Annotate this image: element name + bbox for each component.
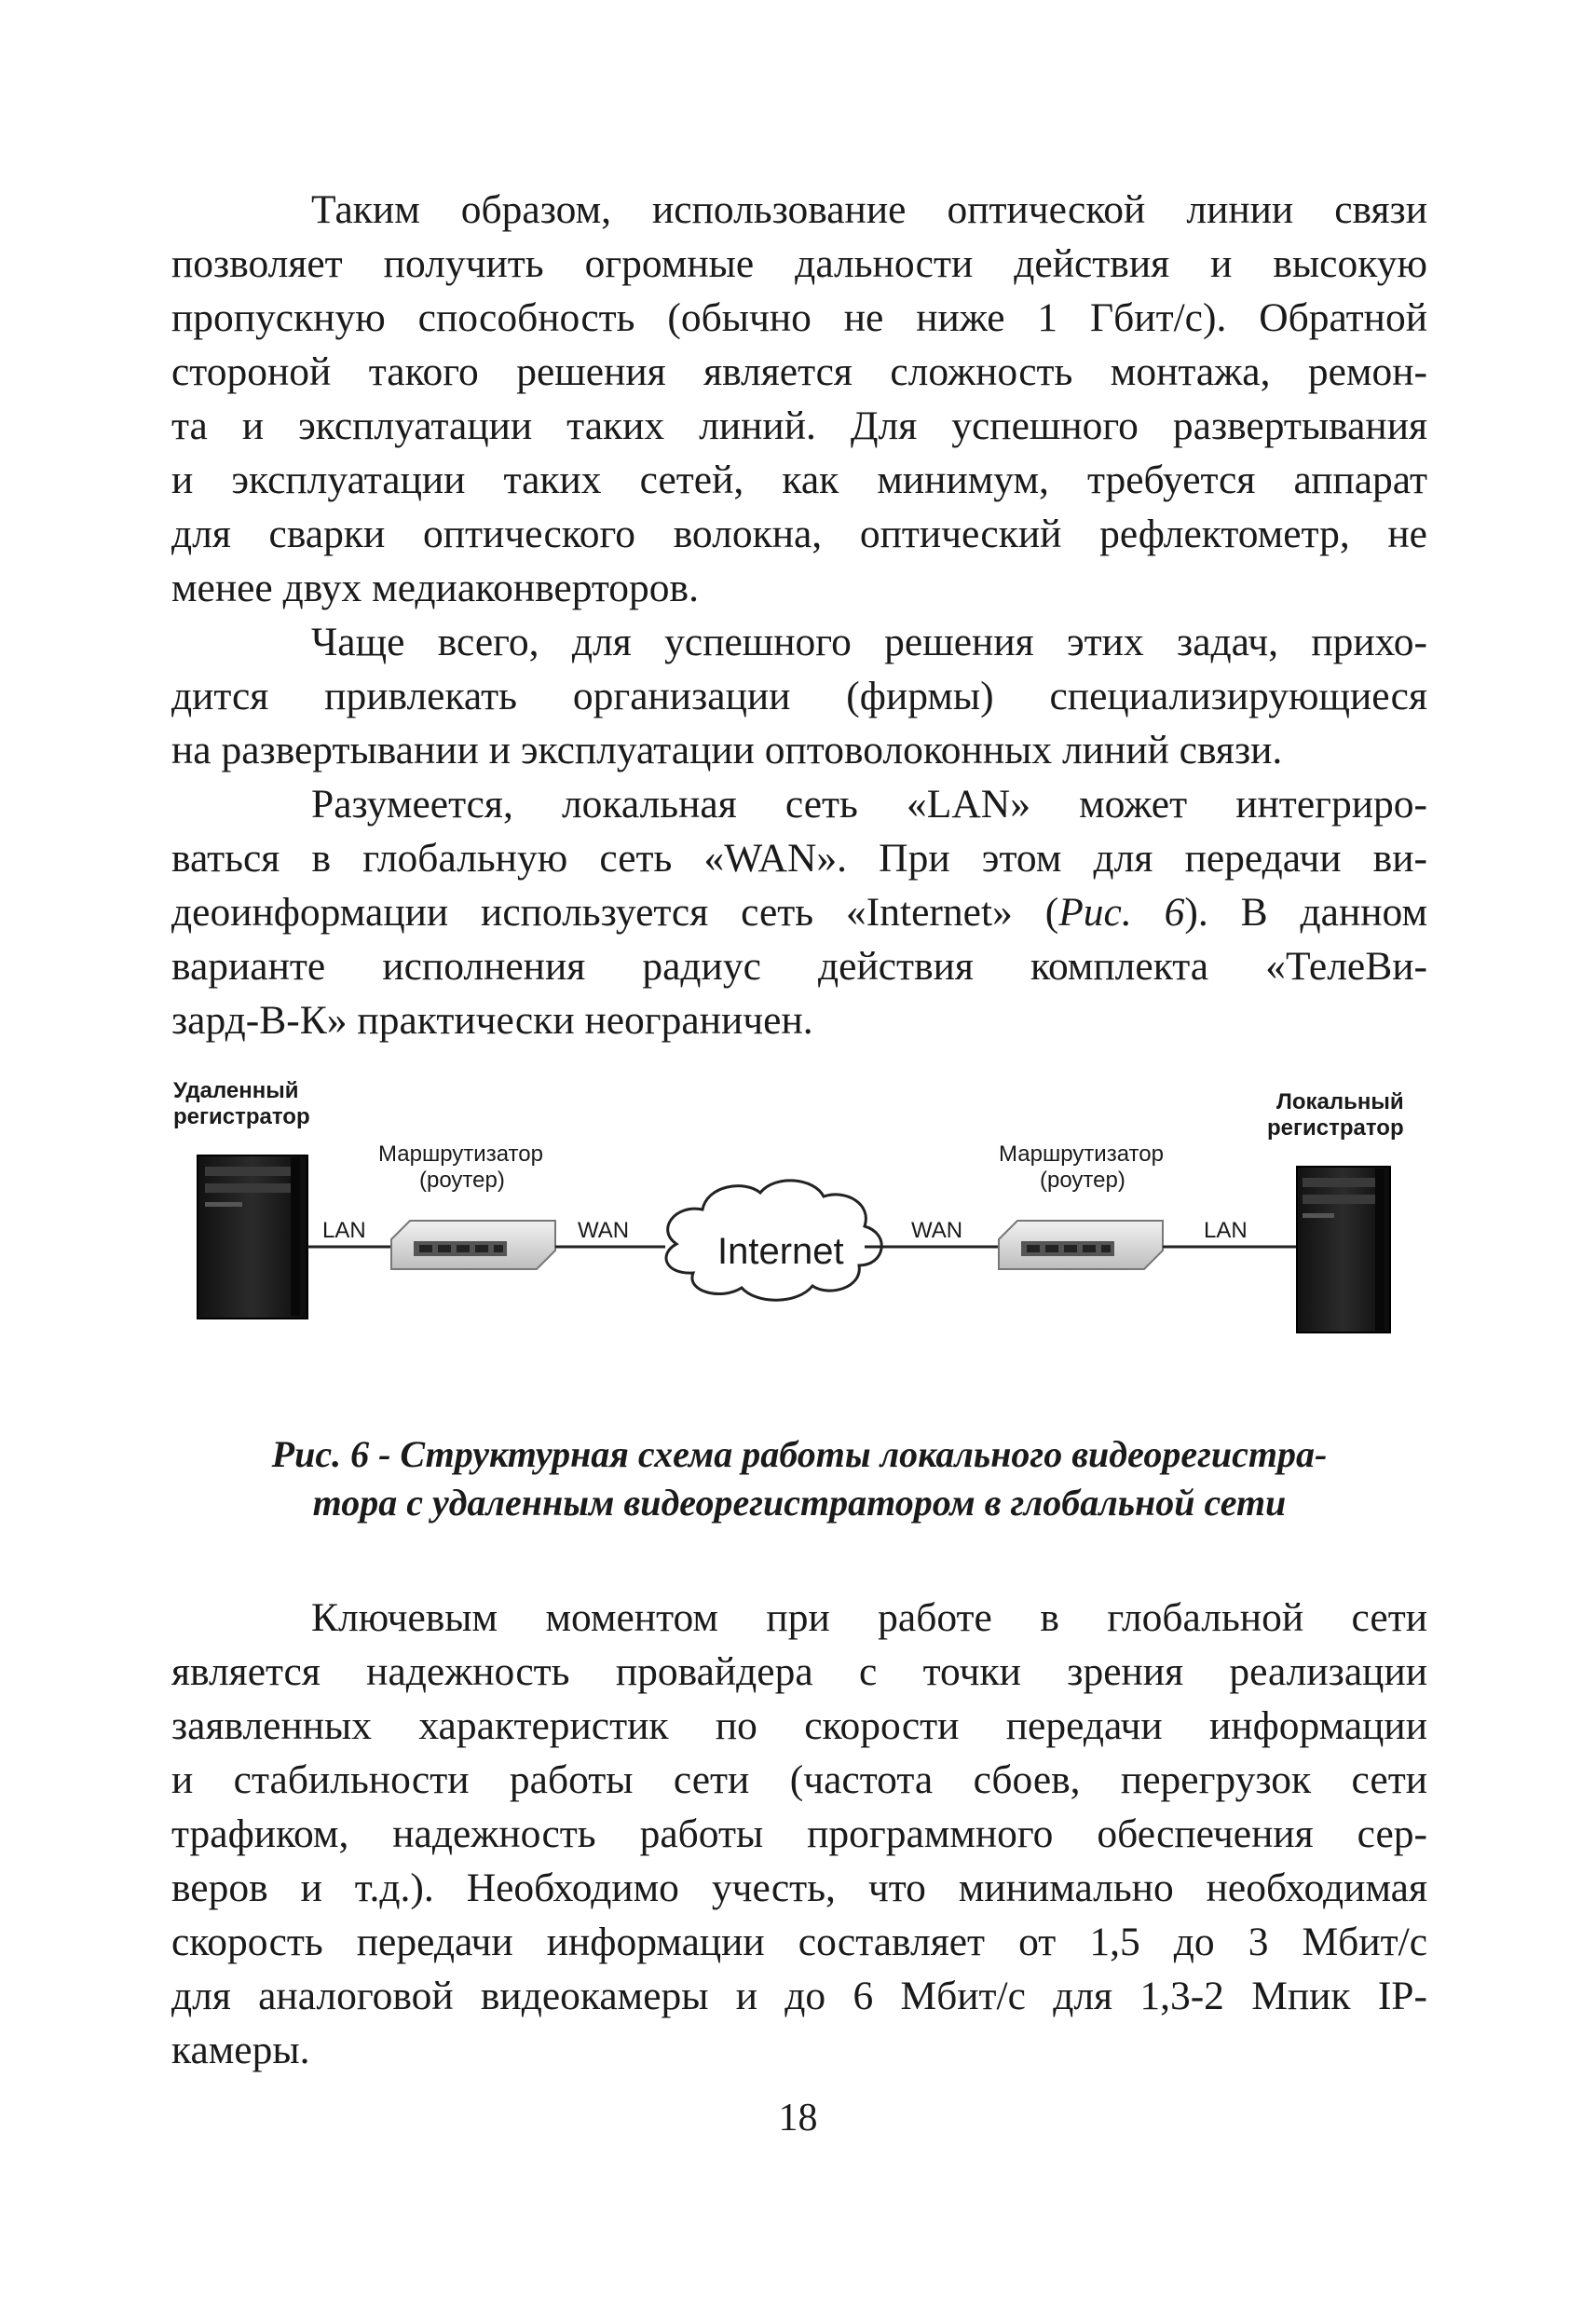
text-line: ваться в глобальную сеть «WAN». При этом для передачи ви- (171, 836, 1427, 881)
figure-caption (171, 1430, 1427, 1527)
router-left-label-1: Маршрутизатор (378, 1141, 543, 1167)
network-diagram (171, 1081, 1427, 1360)
text-fragment: ). В данном (1184, 890, 1427, 935)
router-left-icon (391, 1221, 555, 1269)
text-line: является надежность провайдера с точки зрения реализации (171, 1649, 1427, 1694)
text-line: трафиком, надежность работы программного обеспечения сер- (171, 1811, 1427, 1856)
router-right-label-2: (роутер) (1040, 1168, 1125, 1193)
figure-reference: Рис. 6 (1058, 890, 1185, 935)
text-line-with-reference (171, 885, 1427, 939)
local-recorder-icon (1297, 1167, 1390, 1333)
router-left-label-2: (роутер) (419, 1168, 505, 1193)
remote-recorder-icon (198, 1155, 307, 1319)
text-line: скорость передачи информации составляет от 1,5 до 3 Мбит/с (171, 1920, 1427, 1964)
text-line: дится привлекать организации (фирмы) специализирующиеся (171, 674, 1427, 718)
caption-line: Рис. 6 - Структурная схема работы локального видеорегистра- (271, 1433, 1328, 1475)
lan-label-right: LAN (1204, 1218, 1248, 1243)
text-block-bottom (171, 1591, 1427, 2077)
wan-label-right: WAN (911, 1218, 963, 1243)
text-line: заявленных характеристик по скорости передачи информации (171, 1703, 1427, 1748)
text-line: Чаще всего, для успешного решения этих задач, прихо- (311, 620, 1427, 664)
caption-line: тора с удаленным видеорегистратором в глобальной сети (312, 1482, 1287, 1524)
wan-label-left: WAN (578, 1218, 630, 1243)
text-line: пропускную способность (обычно не ниже 1 Гбит/с). Обратной (171, 295, 1427, 340)
text-fragment: деоинформации используется сеть «Internet» ( (171, 890, 1059, 935)
text-line: для аналоговой видеокамеры и до 6 Мбит/с для 1,3-2 Мпик IP- (171, 1974, 1427, 2018)
internet-cloud-label: Internet (717, 1231, 844, 1272)
page-number: 18 (778, 2097, 818, 2139)
text-line: для сварки оптического волокна, оптический рефлектометр, не (171, 512, 1427, 556)
text-line: позволяет получить огромные дальности действия и высокую (171, 241, 1427, 286)
text-line: Разумеется, локальная сеть «LAN» может интегриро- (311, 782, 1427, 827)
text-line: менее двух медиаконверторов. (171, 566, 699, 610)
local-recorder-label-2: регистратор (1267, 1115, 1404, 1141)
text-block-top (171, 183, 1427, 1047)
remote-recorder-label-1: Удаленный (173, 1081, 299, 1103)
text-line: и эксплуатации таких сетей, как минимум, требуется аппарат (171, 458, 1427, 502)
text-line: стороной такого решения является сложность монтажа, ремон- (171, 349, 1427, 394)
text-line: зард-В-К» практически неограничен. (171, 998, 813, 1043)
lan-label-left: LAN (322, 1218, 366, 1243)
text-line: на развертывании и эксплуатации оптоволоконных линий связи. (171, 728, 1283, 772)
router-right-label-1: Маршрутизатор (999, 1141, 1164, 1167)
text-line: камеры. (171, 2028, 310, 2072)
text-line: Ключевым моментом при работе в глобальной сети (311, 1595, 1427, 1640)
remote-recorder-label-2: регистратор (173, 1104, 310, 1129)
local-recorder-label-1: Локальный (1276, 1089, 1404, 1114)
text-line: та и эксплуатации таких линий. Для успешного развертывания (171, 403, 1427, 448)
text-line: и стабильности работы сети (частота сбоев, перегрузок сети (171, 1757, 1427, 1802)
router-right-icon (999, 1221, 1163, 1269)
text-line: варианте исполнения радиус действия комплекта «ТелеВи- (171, 944, 1427, 989)
text-line: Таким образом, использование оптической линии связи (311, 187, 1427, 232)
text-line: веров и т.д.). Необходимо учесть, что минимально необходимая (171, 1866, 1427, 1910)
